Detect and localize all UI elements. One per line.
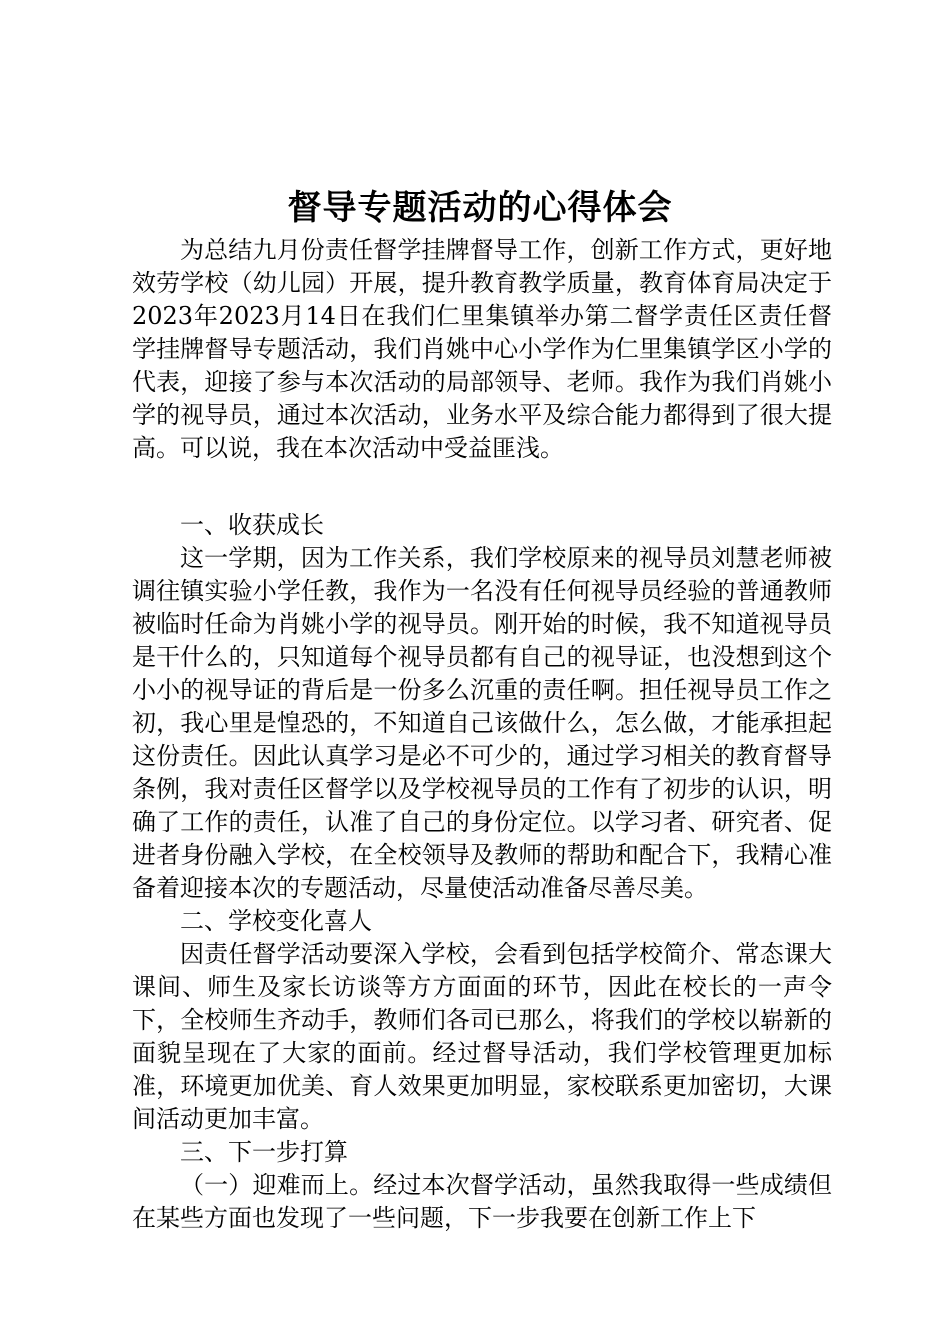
section-heading-2: 二、学校变化喜人 [180,907,372,935]
section-body-3: （一）迎难而上。经过本次督学活动，虽然我取得一些成绩但在某些方面也发现了一些问题，下一步我要在创新工作上下 [132,1171,832,1232]
intro-paragraph: 为总结九月份责任督学挂牌督导工作，创新工作方式，更好地效劳学校（幼儿园）开展，提升教育教学质量，教育体育局决定于2023年2023月14日在我们仁里集镇举办第二督学责任区责任督学挂牌督导专题活动，我们肖姚中心小学作为仁里集镇学区小学的代表，迎接了参与本次活动的局部领导、老师。我作为我们肖姚小学的视导员，通过本次活动，业务水平及综合能力都得到了很大提高。可以说，我在本次活动中受益匪浅。 [132,236,832,462]
section-heading-1: 一、收获成长 [180,511,324,539]
document-title: 督导专题活动的心得体会 [287,188,673,228]
section-body-2: 因责任督学活动要深入学校，会看到包括学校简介、常态课大课间、师生及家长访谈等方方面面的环节，因此在校长的一声令下，全校师生齐动手，教师们各司已那么，将我们的学校以崭新的面貌呈现在了大家的面前。经过督导活动，我们学校管理更加标准，环境更加优美、育人效果更加明显，家校联系更加密切，大课间活动更加丰富。 [132,940,832,1133]
document-body [132,234,832,1235]
paragraph-gap [132,465,832,509]
section-body-1: 这一学期，因为工作关系，我们学校原来的视导员刘慧老师被调往镇实验小学任教，我作为一名没有任何视导员经验的普通教师被临时任命为肖姚小学的视导员。刚开始的时候，我不知道视导员是干什么的，只知道每个视导员都有自己的视导证，也没想到这个小小的视导证的背后是一份多么沉重的责任啊。担任视导员工作之初，我心里是惶恐的，不知道自己该做什么，怎么做，才能承担起这份责任。因此认真学习是必不可少的，通过学习相关的教育督导条例，我对责任区督学以及学校视导员的工作有了初步的认识，明确了工作的责任，认准了自己的身份定位。以学习者、研究者、促进者身份融入学校，在全校领导及教师的帮助和配合下，我精心准备着迎接本次的专题活动，尽量使活动准备尽善尽美。 [132,544,832,902]
section-heading-3: 三、下一步打算 [180,1138,348,1166]
